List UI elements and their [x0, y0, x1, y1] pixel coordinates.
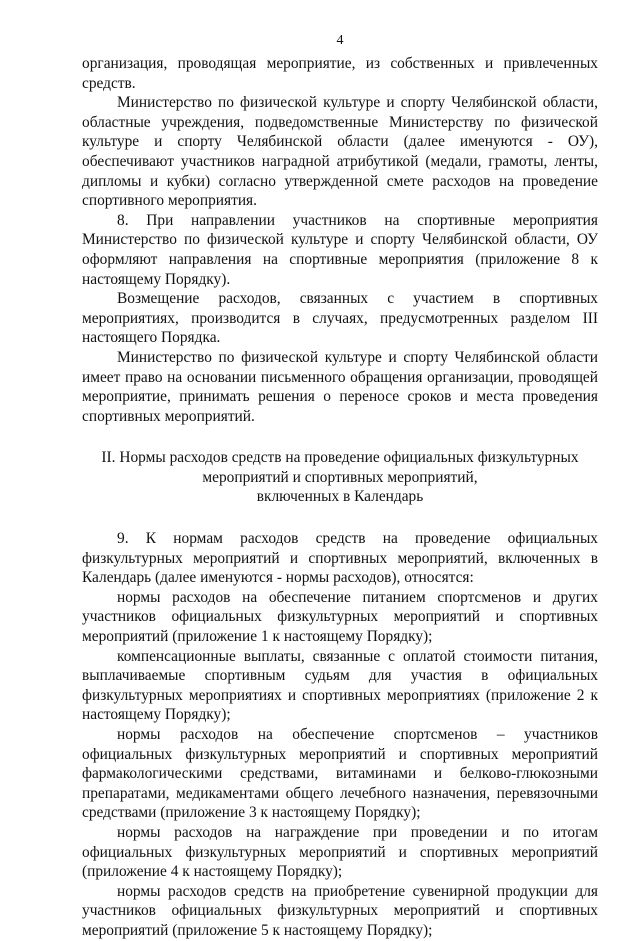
- paragraph: 8. При направлении участников на спортивные мероприятия Министерство по физической культуре и спорту Челябинской области, ОУ оформляют направления на спортивные мероприятия (приложение 8 к настоящему Порядку).: [82, 211, 598, 288]
- spacer: [82, 507, 598, 529]
- paragraph: нормы расходов на обеспечение питанием спортсменов и других участников официальных физкультурных мероприятий и спортивных мероприятий (приложение 1 к настоящему Порядку);: [82, 588, 598, 646]
- paragraph-group-top: [82, 54, 598, 426]
- paragraph: Министерство по физической культуре и спорту Челябинской области имеет право на основании письменного обращения организации, проводящей мероприятие, принимать решения о переносе сроков и места проведения спортивных мероприятий.: [82, 348, 598, 425]
- paragraph-group-bottom: [82, 529, 598, 940]
- section-heading-line: мероприятий и спортивных мероприятий,: [202, 468, 478, 486]
- paragraph: компенсационные выплаты, связанные с оплатой стоимости питания, выплачиваемые спортивным судьям для участия в официальных физкультурных мероприятиях и спортивных мероприятиях (приложение 2 к настоящему Порядку);: [82, 647, 598, 724]
- page-number: 4: [336, 33, 344, 48]
- paragraph: организация, проводящая мероприятие, из собственных и привлеченных средств.: [82, 55, 598, 92]
- section-heading-line: II. Нормы расходов средств на проведение официальных физкультурных: [101, 449, 579, 467]
- section-heading-line: включенных в Календарь: [256, 488, 424, 506]
- paragraph: нормы расходов на обеспечение спортсменов – участников официальных физкультурных мероприятий и спортивных мероприятий фармакологическими средствами, витаминами и белково-глюкозными препаратами, медикаментами общего лечебного назначения, перевязочными средствами (приложение 3 к настоящему Порядку);: [82, 726, 598, 822]
- spacer: [82, 426, 598, 448]
- section-heading: [82, 448, 598, 507]
- document-body: [82, 54, 598, 941]
- paragraph: 9. К нормам расходов средств на проведение официальных физкультурных мероприятий и спортивных мероприятий, включенных в Календарь (далее именуются - нормы расходов), относятся:: [82, 530, 598, 587]
- paragraph: Министерство по физической культуре и спорту Челябинской области, областные учреждения, подведомственные Министерству по физической культуре и спорту Челябинской области (далее именуются - ОУ), обеспечивают участников наградной атрибутикой (медали, грамоты, ленты, дипломы и кубки) согласно утвержденной смете расходов на проведение спортивного мероприятия.: [82, 94, 598, 210]
- paragraph: нормы расходов средств на приобретение сувенирной продукции для участников официальных физкультурных мероприятий и спортивных мероприятий (приложение 5 к настоящему Порядку);: [82, 882, 598, 939]
- paragraph: нормы расходов на награждение при проведении и по итогам официальных физкультурных мероприятий и спортивных мероприятий (приложение 4 к настоящему Порядку);: [82, 823, 598, 881]
- paragraph: Возмещение расходов, связанных с участием в спортивных мероприятиях, производится в случаях, предусмотренных разделом III настоящего Порядка.: [82, 290, 598, 347]
